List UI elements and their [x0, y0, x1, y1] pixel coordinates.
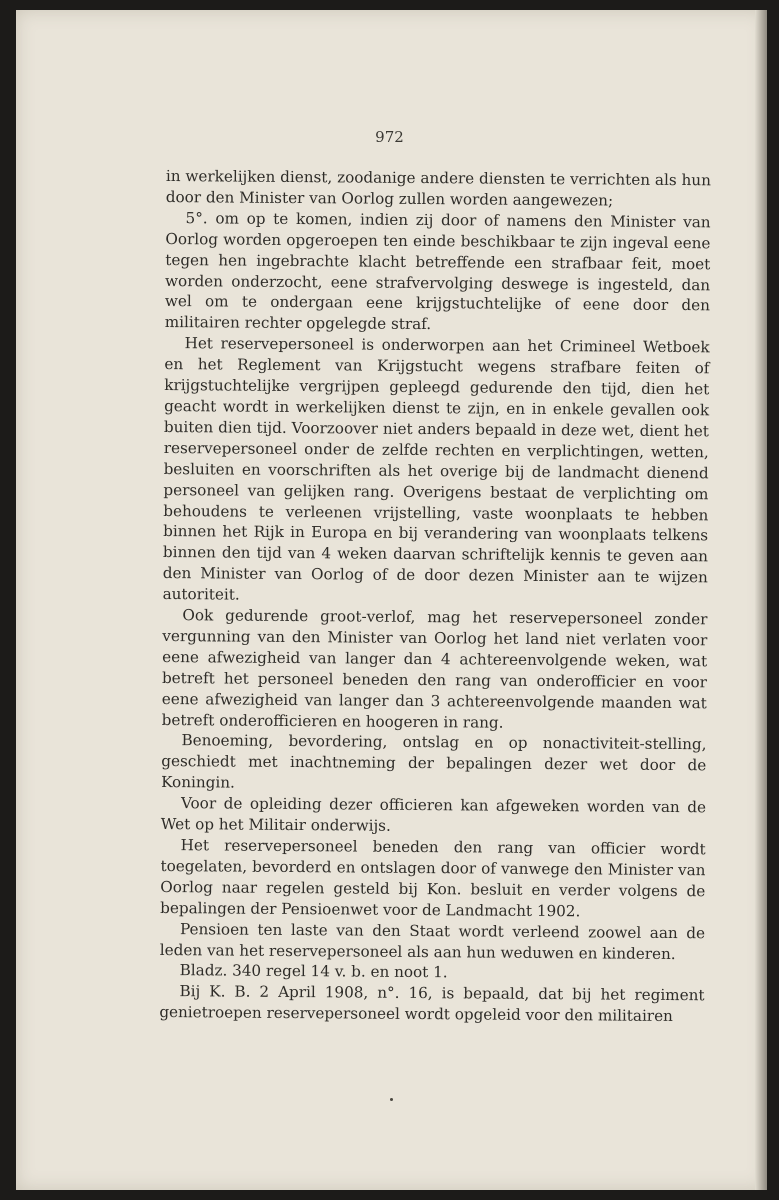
- paragraph-3: Het reservepersoneel is onderworpen aan het Crimineel Wetboek en het Reglement van Krijgstucht wegens strafbare feiten of krijgstuchtelijke vergrijpen gepleegd gedurende den tijd, dien het geacht wordt in werkelijken dienst te zijn, en in enkele gevallen ook buiten dien tijd. Voorzoover niet anders bepaald in deze wet, dient het reservepersoneel onder de zelfde rechten en verplichtingen, wetten, besluiten en voorschriften als het overige bij de landmacht dienend personeel van gelijken rang. Overigens bestaat de verplichting om behoudens te verleenen vrijstelling, vaste woonplaats te hebben binnen het Rijk in Europa en bij verandering van woonplaats telkens binnen den tijd van 4 weken daarvan schriftelijk kennis te geven aan den Minister van Oorlog of de door dezen Minister aan te wijzen autoriteit.: [162, 334, 710, 604]
- ink-speck: [390, 1098, 393, 1101]
- paragraph-6: Voor de opleiding dezer officieren kan afgeweken worden van de Wet op het Militair onderwijs.: [160, 794, 707, 835]
- paragraph-4: Ook gedurende groot-verlof, mag het reservepersoneel zonder vergunning van den Minister van Oorlog het land niet verlaten voor eene afwezigheid van langer dan 4 achtereenvolgende weken, wat betreft het personeel beneden den rang van onderofficier en voor eene afwezigheid van langer dan 3 achtereenvolgende maanden wat betreft onderofficieren en hoogeren in rang.: [161, 606, 708, 732]
- page-number: 972: [375, 128, 404, 146]
- paragraph-10: Bij K. B. 2 April 1908, n°. 16, is bepaald, dat bij het regiment genietroepen reservepersoneel wordt opgeleid voor den militairen: [159, 982, 705, 1026]
- page-edge: [755, 10, 767, 1190]
- paragraph-8: Pensioen ten laste van den Staat wordt verleend zoowel aan de leden van het reservepersoneel als aan hun weduwen en kinderen.: [159, 919, 706, 963]
- paragraph-9: Bladz. 340 regel 14 v. b. en noot 1.: [179, 961, 448, 982]
- paragraph-7: Het reservepersoneel beneden den rang van officier wordt toegelaten, bevorderd en ontslagen door of vanwege den Minister van Oorlog naar regelen gesteld bij Kon. besluit en verder volgens de bepalingen der Pensioenwet voor de Landmacht 1902.: [160, 836, 706, 920]
- paragraph-5: Benoeming, bevordering, ontslag en op nonactiviteit-stelling, geschiedt met inachtneming der bepalingen dezer wet door de Koningin.: [161, 731, 707, 792]
- paragraph-2: 5°. om op te komen, indien zij door of namens den Minister van Oorlog worden opgeroepen ten einde beschikbaar te zijn ingeval eene tegen hen ingebrachte klacht betreffende een strafbaar feit, moet worden onderzocht, eene strafvervolging deswege is ingesteld, dan wel om te ondergaan eene krijgstuchtelijke of eene door den militairen rechter opgelegde straf.: [164, 208, 711, 334]
- paragraph-1: in werkelijken dienst, zoodanige andere diensten te verrichten als hun door den Minister van Oorlog zullen worden aangewezen;: [165, 166, 711, 210]
- body-text: [159, 166, 711, 1027]
